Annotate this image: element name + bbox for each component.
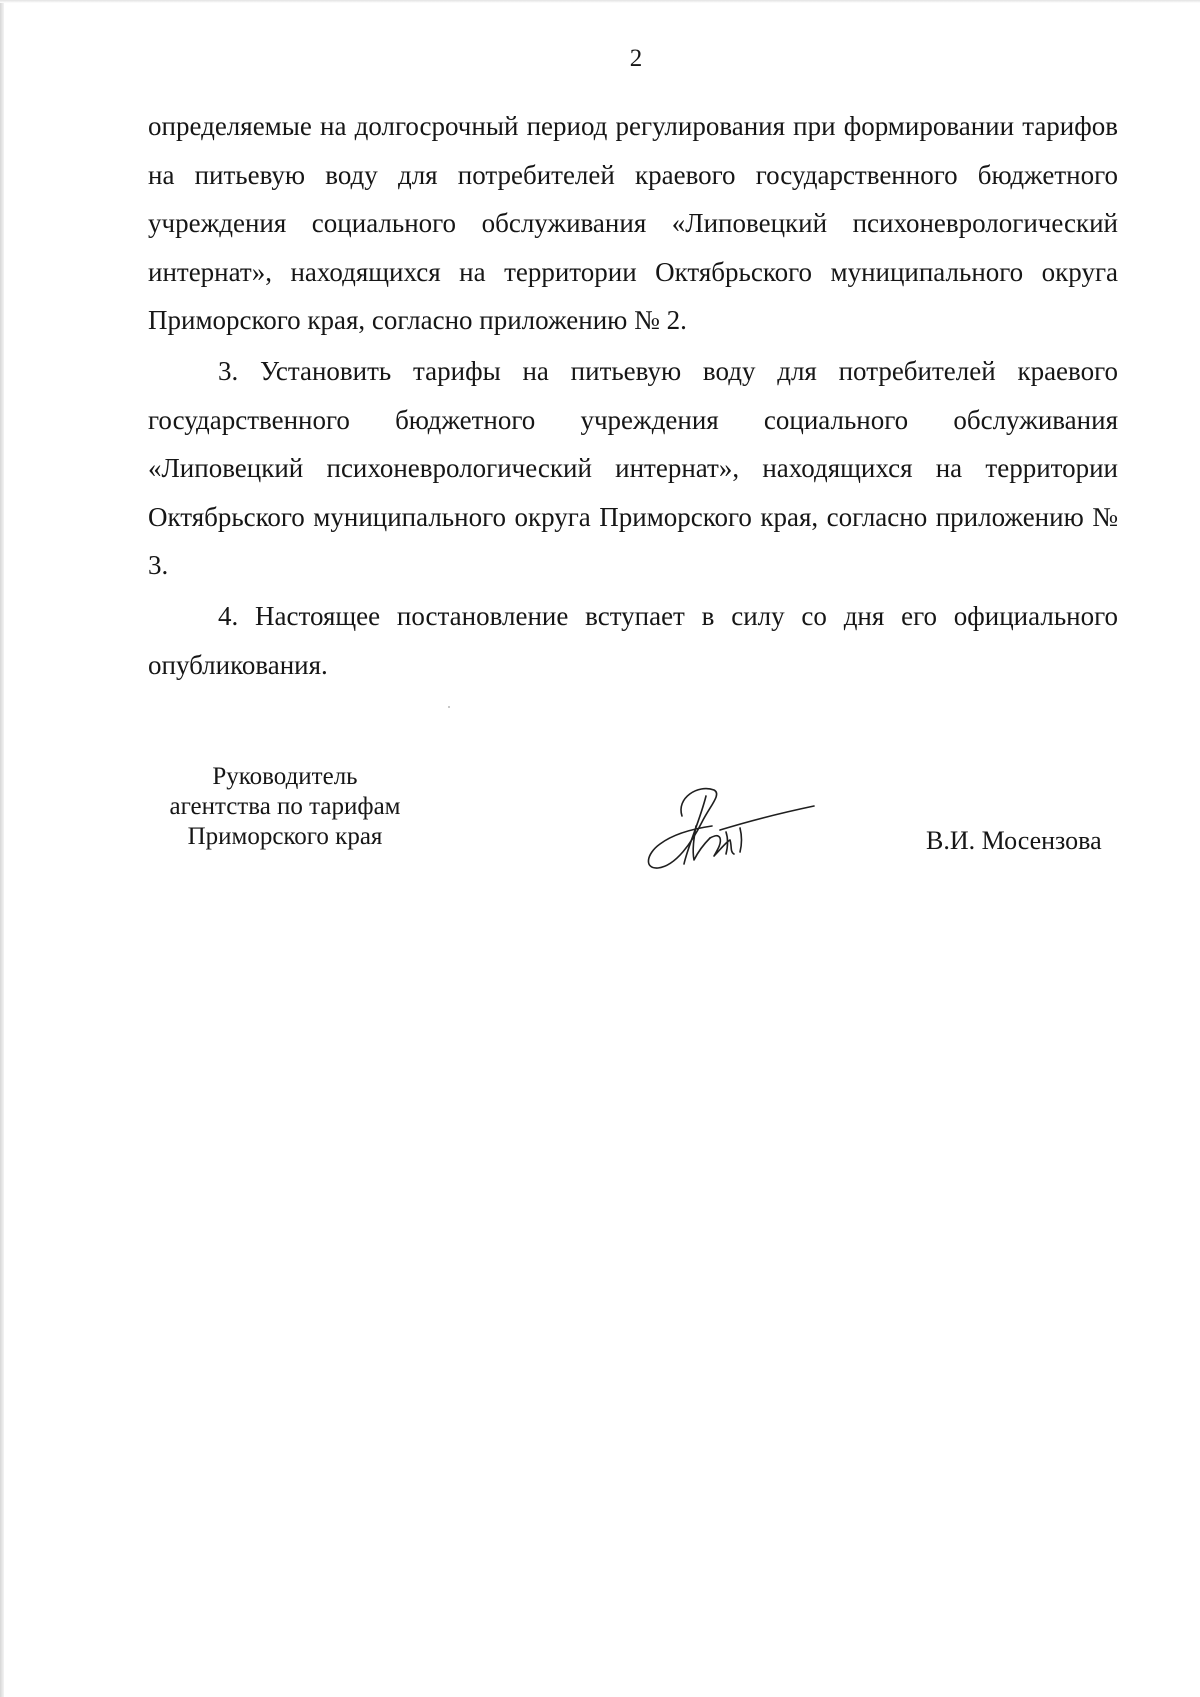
paragraph-item-3: 3. Установить тарифы на питьевую воду для потребителей краевого государственного бюджетного учреждения социального обслуживания «Липовецкий психоневрологический интернат», находящихся на территории Октябрьского муниципального округа Приморского края, согласно приложению № 3. xyxy=(148,356,1118,581)
signatory-position-line: агентства по тарифам xyxy=(169,793,401,820)
scan-speck xyxy=(448,706,450,708)
signatory-position-line: Руководитель xyxy=(212,763,358,790)
handwritten-signature xyxy=(636,776,828,872)
paragraph-item-4: 4. Настоящее постановление вступает в силу со дня его официального опубликования. xyxy=(148,601,1118,680)
page-number: 2 xyxy=(629,45,643,72)
paragraph-continuation: определяемые на долгосрочный период регулирования при формировании тарифов на питьевую воду для потребителей краевого государственного бюджетного учреждения социального обслуживания «Липовецкий психоневрологический интернат», находящихся на территории Октябрьского муниципального округа Приморского края, согласно приложению № 2. xyxy=(148,111,1118,336)
signatory-name: В.И. Мосензова xyxy=(926,826,1102,855)
signatory-position-line: Приморского края xyxy=(187,823,383,850)
signatory-position xyxy=(140,762,430,852)
